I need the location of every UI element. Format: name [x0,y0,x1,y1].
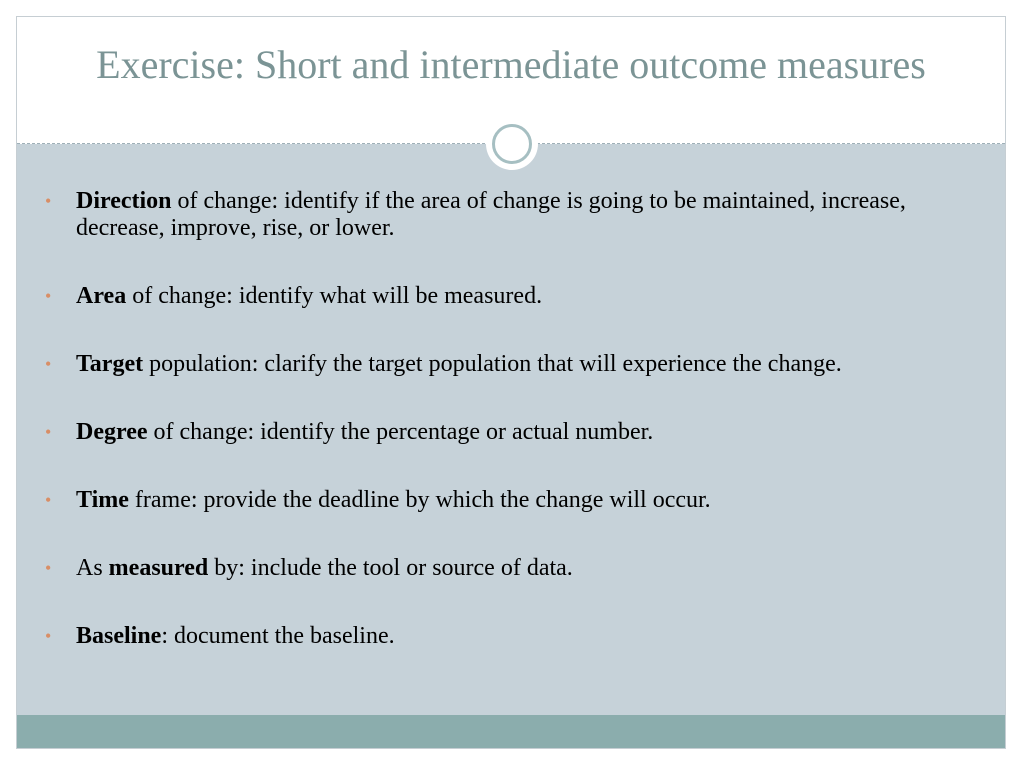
bullet-icon: • [45,558,52,578]
bullet-icon: • [45,354,52,374]
bullet-text: by: include the tool or source of data. [208,555,573,581]
bullet-item-time [45,487,945,514]
bullet-keyword: Baseline [76,623,162,649]
bullet-text: of change: identify if the area of change is going to be maintained, increase, decrease, improve, rise, or lower. [76,188,906,241]
bullet-icon: • [45,490,52,510]
slide-title: Exercise: Short and intermediate outcome measures [96,42,926,87]
bullet-text: of change: identify what will be measured. [126,283,543,309]
bullet-icon: • [45,191,52,211]
bullet-text: population: clarify the target population that will experience the change. [143,351,842,377]
ring-ornament-icon [486,118,538,170]
bullet-icon: • [45,626,52,646]
bullet-item-target [45,351,945,378]
bullet-item-area [45,283,945,310]
bullet-icon: • [45,286,52,306]
bullet-text: frame: provide the deadline by which the change will occur. [128,487,711,513]
bullet-item-degree [45,419,945,446]
slide [16,16,1006,749]
bullet-keyword: Degree [76,419,148,445]
bullet-text: of change: identify the percentage or actual number. [147,419,654,445]
bullet-keyword: Target [76,351,144,377]
bullet-list [45,188,945,691]
bullet-text: : document the baseline. [161,623,395,649]
bullet-icon: • [45,422,52,442]
bullet-item-measured [45,555,945,582]
footer-bar [17,715,1005,748]
bullet-keyword: measured [108,555,209,581]
ring-inner-icon [492,124,532,164]
bullet-keyword: Direction [76,188,172,214]
bullet-keyword: Time [76,487,129,513]
bullet-item-baseline [45,623,945,650]
content-area [17,144,1005,716]
bullet-pre: As [76,555,109,581]
bullet-item-direction [45,188,945,242]
bullet-keyword: Area [76,283,127,309]
